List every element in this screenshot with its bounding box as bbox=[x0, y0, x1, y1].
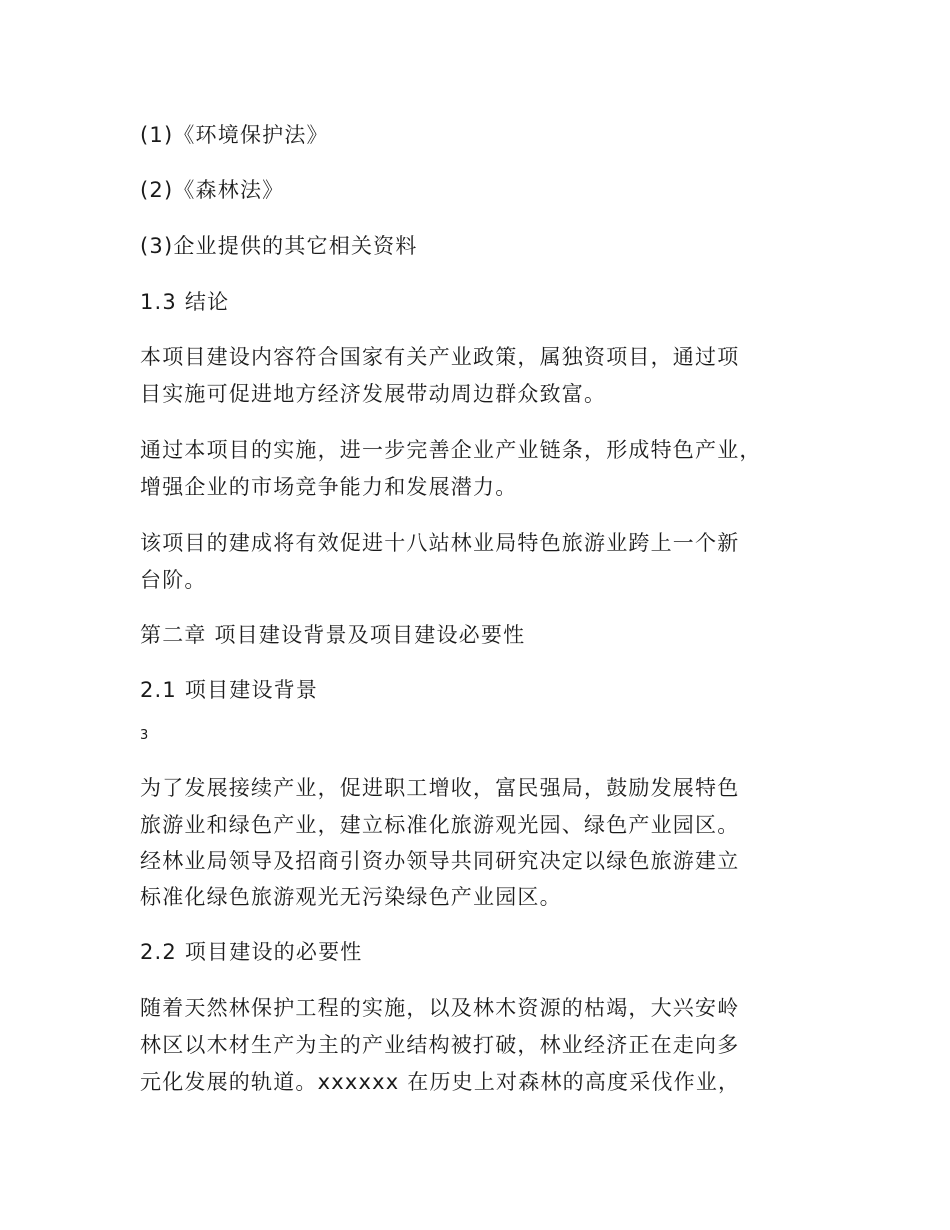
page-number: 3 bbox=[140, 728, 149, 743]
section-heading-1-3: 1.3 结论 bbox=[140, 290, 230, 314]
law-item-other-materials: (3)企业提供的其它相关资料 bbox=[140, 234, 418, 258]
paragraph-line: 随着天然林保护工程的实施，以及林木资源的枯竭，大兴安岭 bbox=[140, 996, 740, 1020]
chapter-heading-2: 第二章 项目建设背景及项目建设必要性 bbox=[140, 623, 526, 647]
section-heading-2-2: 2.2 项目建设的必要性 bbox=[140, 940, 363, 964]
law-item-forest: (2)《森林法》 bbox=[140, 178, 285, 202]
section-heading-2-1: 2.1 项目建设背景 bbox=[140, 678, 319, 702]
paragraph-line: 增强企业的市场竞争能力和发展潜力。 bbox=[140, 475, 518, 499]
paragraph-line: 林区以木材生产为主的产业结构被打破，林业经济正在走向多 bbox=[140, 1033, 740, 1057]
law-item-environment: (1)《环境保护法》 bbox=[140, 123, 329, 147]
paragraph-line: 元化发展的轨道。xxxxxx 在历史上对森林的高度采伐作业， bbox=[140, 1070, 741, 1094]
paragraph-line: 通过本项目的实施，进一步完善企业产业链条，形成特色产业， bbox=[140, 438, 762, 462]
paragraph-line: 台阶。 bbox=[140, 568, 207, 592]
paragraph-line: 本项目建设内容符合国家有关产业政策，属独资项目，通过项 bbox=[140, 345, 740, 369]
paragraph-line: 目实施可促进地方经济发展带动周边群众致富。 bbox=[140, 382, 607, 406]
paragraph-line: 该项目的建成将有效促进十八站林业局特色旅游业跨上一个新 bbox=[140, 531, 740, 555]
paragraph-line: 经林业局领导及招商引资办领导共同研究决定以绿色旅游建立 bbox=[140, 849, 740, 873]
paragraph-line: 为了发展接续产业，促进职工增收，富民强局，鼓励发展特色 bbox=[140, 776, 740, 800]
paragraph-line: 旅游业和绿色产业，建立标准化旅游观光园、绿色产业园区。 bbox=[140, 813, 740, 837]
paragraph-line: 标准化绿色旅游观光无污染绿色产业园区。 bbox=[140, 885, 562, 909]
